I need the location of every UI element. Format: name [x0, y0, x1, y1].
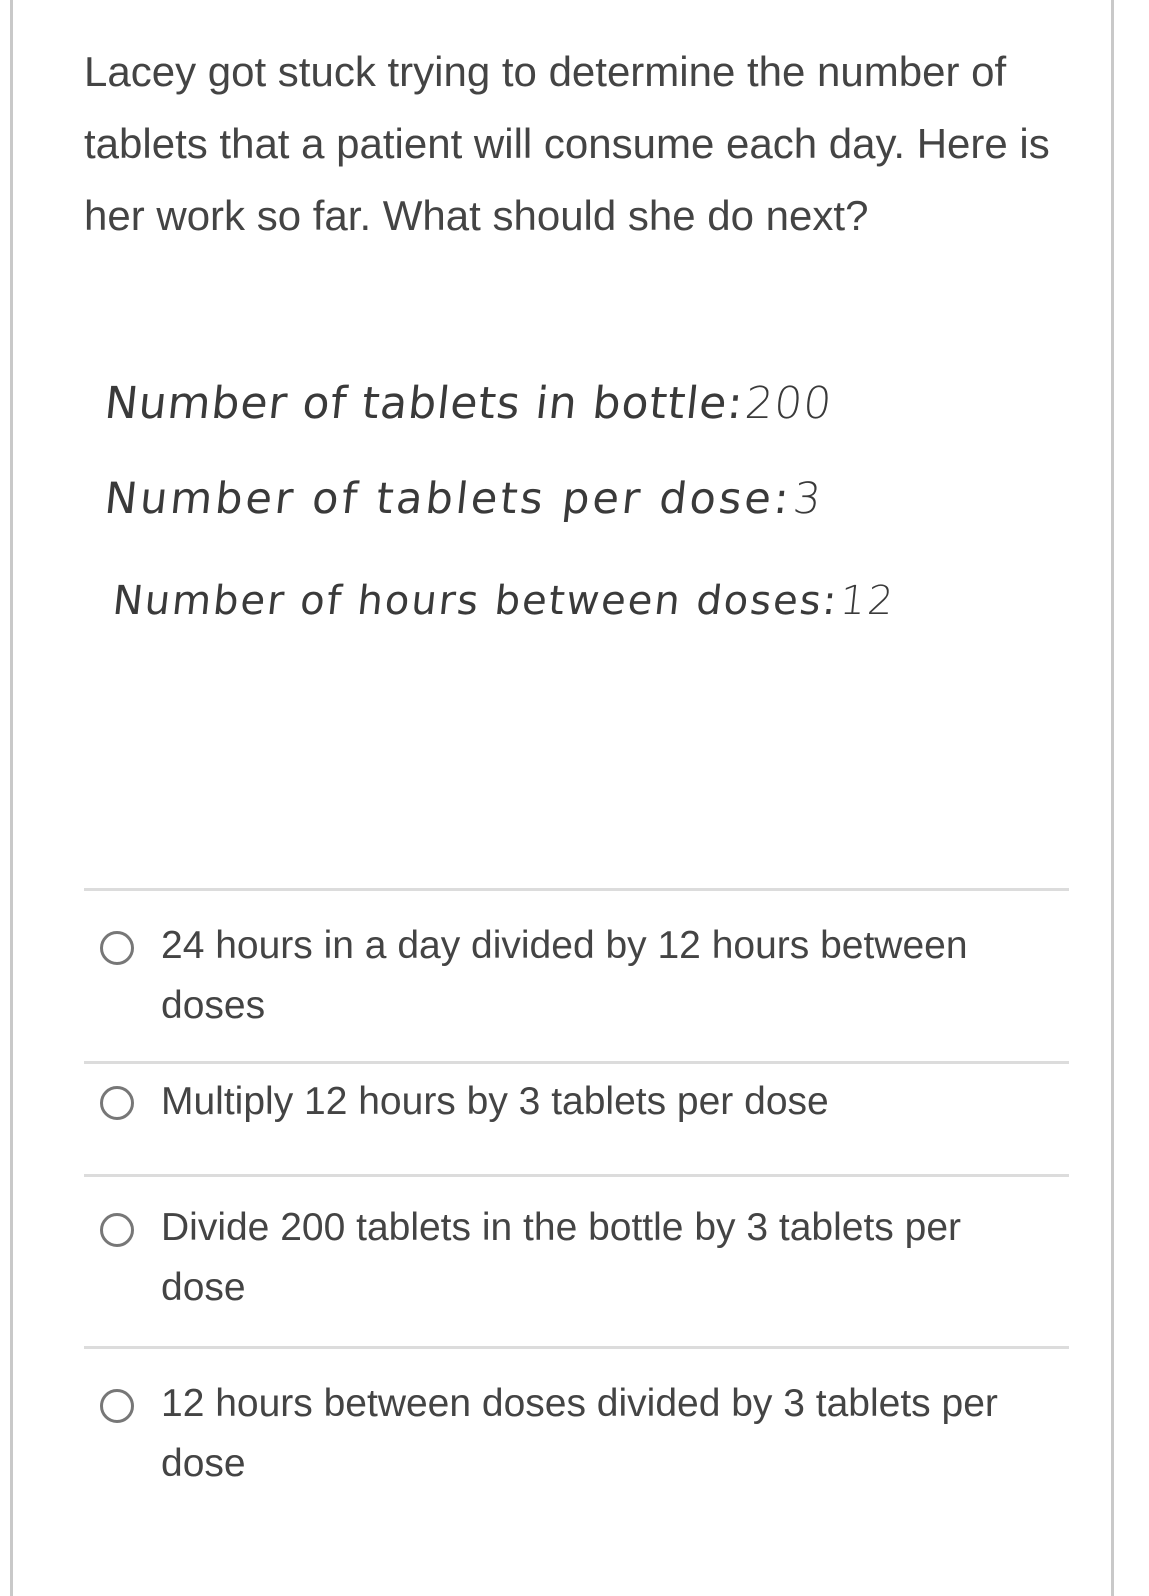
- answer-option-label[interactable]: Divide 200 tablets in the bottle by 3 tablets per dose: [161, 1206, 961, 1309]
- answer-option-label[interactable]: 12 hours between doses divided by 3 tablets per dose: [161, 1382, 998, 1485]
- answer-option[interactable]: [84, 1346, 1069, 1516]
- work-value: 3: [790, 474, 827, 524]
- answer-option[interactable]: [84, 1061, 1069, 1174]
- radio-button[interactable]: [100, 1389, 134, 1423]
- answer-options: [84, 888, 1069, 1516]
- work-line-hours-between-doses: [111, 578, 898, 624]
- answer-option-label[interactable]: Multiply 12 hours by 3 tablets per dose: [161, 1080, 829, 1123]
- answer-option[interactable]: [84, 888, 1069, 1061]
- radio-button[interactable]: [100, 1213, 134, 1247]
- work-value: 12: [837, 578, 898, 624]
- work-line-tablets-per-dose: [102, 474, 826, 524]
- question-text: Lacey got stuck trying to determine the number of tablets that a patient will consume each day. Here is her work so far. What should she do next?: [84, 48, 1050, 239]
- work-label: Number of tablets per dose:: [102, 474, 795, 524]
- work-value: 200: [742, 378, 835, 429]
- radio-button[interactable]: [100, 1086, 134, 1120]
- radio-button[interactable]: [100, 931, 134, 965]
- answer-option[interactable]: [84, 1174, 1069, 1346]
- work-line-tablets-in-bottle: [102, 378, 835, 429]
- work-label: Number of hours between doses:: [110, 578, 841, 624]
- work-label: Number of tablets in bottle:: [102, 378, 746, 429]
- handwritten-work: [102, 374, 1045, 654]
- question-card: [10, 0, 1114, 1596]
- answer-option-label[interactable]: 24 hours in a day divided by 12 hours between doses: [161, 924, 968, 1027]
